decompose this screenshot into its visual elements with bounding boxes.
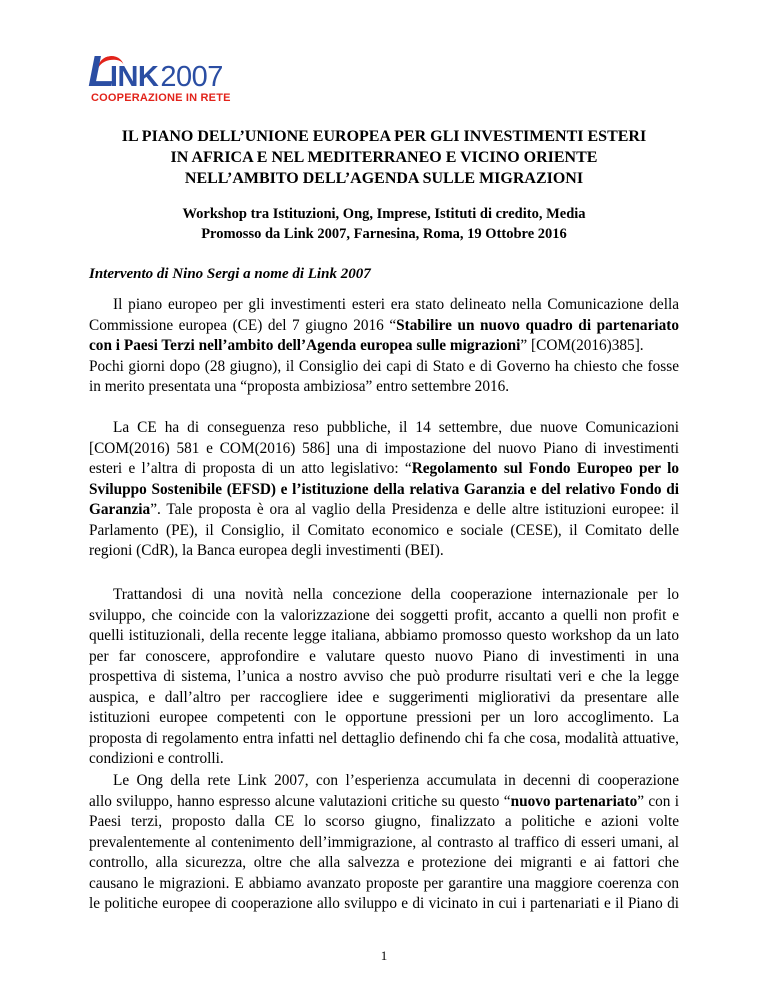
page-number: 1 bbox=[380, 948, 388, 963]
paragraph-line: causano le migrazioni. E abbiamo avanzato proposte per garantire una maggiore coerenza con bbox=[89, 874, 679, 892]
paragraph-line: esteri e l’altra di proposta di un atto legislativo: “Regolamento sul Fondo Europeo per lo bbox=[89, 460, 679, 477]
paragraph-line: Paesi terzi, proposto dalla CE lo scorso giugno, finalizzato a politiche e azioni volte bbox=[89, 813, 679, 830]
title-line: NELL’AMBITO DELL’AGENDA SULLE MIGRAZIONI bbox=[184, 170, 584, 187]
paragraph-line: condizioni e controlli. bbox=[89, 750, 224, 767]
paragraph-line: quelli istituzionali, della recente legge italiana, abbiamo promosso questo workshop da un lato bbox=[89, 627, 679, 644]
speaker-line: Intervento di Nino Sergi a nome di Link 2007 bbox=[89, 266, 371, 282]
paragraph-2 bbox=[89, 418, 679, 562]
paragraph-line: La CE ha di conseguenza reso pubbliche, il 14 settembre, due nuove Comunicazioni bbox=[113, 419, 679, 436]
subtitle-line: Workshop tra Istituzioni, Ong, Imprese, Istituti di credito, Media bbox=[182, 206, 586, 222]
paragraph-line: proposta di regolamento entra infatti nel dettaglio definendo chi fa che cosa, modalità attuative, bbox=[89, 729, 679, 747]
paragraph-line: Garanzia”. Tale proposta è ora al vaglio della Presidenza e delle altre istituzioni europee: il bbox=[89, 501, 679, 518]
paragraph-line: le politiche europee di cooperazione allo sviluppo e di vicinato in cui i partenariati e il Piano di bbox=[89, 895, 679, 912]
paragraph-4 bbox=[89, 771, 679, 915]
paragraph-line: Il piano europeo per gli investimenti esteri era stato delineato nella Comunicazione della bbox=[113, 296, 679, 313]
logo-wordmark bbox=[88, 47, 223, 96]
document-title bbox=[60, 126, 708, 189]
paragraph-line: Parlamento (PE), il Consiglio, il Comitato economico e sociale (CESE), il Comitato delle bbox=[89, 521, 679, 539]
paragraph-line: prospettiva di sistema, l’unica a nostro avviso che può produrre risultati veri e che la legge bbox=[89, 668, 679, 685]
paragraph-line: controllo, alla sicurezza, oltre che alla salvezza e protezione dei migranti e ai fattori che bbox=[89, 854, 679, 871]
paragraph-line: prevalentemente al contenimento dell’immigrazione, al contrasto al traffico di esseri umani, al bbox=[89, 833, 679, 851]
paragraph-line: Trattandosi di una novità nella concezione della cooperazione internazionale per lo bbox=[113, 586, 679, 603]
title-line: IL PIANO DELL’UNIONE EUROPEA PER GLI INVESTIMENTI ESTERI bbox=[121, 128, 647, 145]
subtitle-line: Promosso da Link 2007, Farnesina, Roma, 19 Ottobre 2016 bbox=[201, 226, 567, 242]
paragraph-line: regioni (CdR), la Banca europea degli investimenti (BEI). bbox=[89, 542, 444, 559]
paragraph-line: Pochi giorni dopo (28 giugno), il Consiglio dei capi di Stato e di Governo ha chiesto che fosse bbox=[89, 357, 679, 375]
paragraph-line: Sviluppo Sostenibile (EFSD) e l’istituzione della relativa Garanzia e del relativo Fondo di bbox=[89, 480, 679, 498]
logo-letters-ink: INK bbox=[109, 61, 159, 93]
paragraph-line: [COM(2016) 581 e COM(2016) 586] una di impostazione del nuovo Piano di investimenti bbox=[89, 439, 679, 457]
paragraph-line: istituzioni europee competenti con le opportune pressioni per un loro accoglimento. La bbox=[89, 709, 679, 726]
logo-year: 2007 bbox=[160, 61, 223, 93]
logo-letter-l: L bbox=[88, 47, 113, 96]
paragraph-line: sviluppo, che coincide con la valorizzazione dei soggetti profit, accanto a quelli non profit e bbox=[89, 606, 679, 624]
workshop-subtitle bbox=[60, 204, 708, 244]
logo-subtitle: COOPERAZIONE IN RETE bbox=[91, 92, 231, 104]
paragraph-line: Le Ong della rete Link 2007, con l’esperienza accumulata in decenni di cooperazione bbox=[113, 772, 679, 789]
paragraph-line: con i Paesi Terzi nell’ambito dell’Agenda europea sulle migrazioni” [COM(2016)385]. bbox=[89, 337, 644, 354]
paragraph-1 bbox=[89, 295, 679, 398]
paragraph-line: in merito presentata una “proposta ambiziosa” entro settembre 2016. bbox=[89, 378, 510, 395]
paragraph-line: per far conoscere, approfondire e valutare questo nuovo Piano di investimenti in una bbox=[89, 647, 679, 665]
paragraph-line: auspica, e dall’altro per raccogliere idee e suggerimenti migliorativi da presentare alle bbox=[89, 688, 679, 706]
paragraph-3 bbox=[89, 585, 679, 770]
paragraph-line: allo sviluppo, hanno espresso alcune valutazioni critiche su questo “nuovo partenariato” con i bbox=[89, 792, 680, 810]
paragraph-line: Commissione europea (CE) del 7 giugno 2016 “Stabilire un nuovo quadro di partenariato bbox=[89, 316, 679, 334]
link-2007-logo bbox=[88, 47, 248, 108]
title-line: IN AFRICA E NEL MEDITERRANEO E VICINO ORIENTE bbox=[170, 149, 598, 166]
